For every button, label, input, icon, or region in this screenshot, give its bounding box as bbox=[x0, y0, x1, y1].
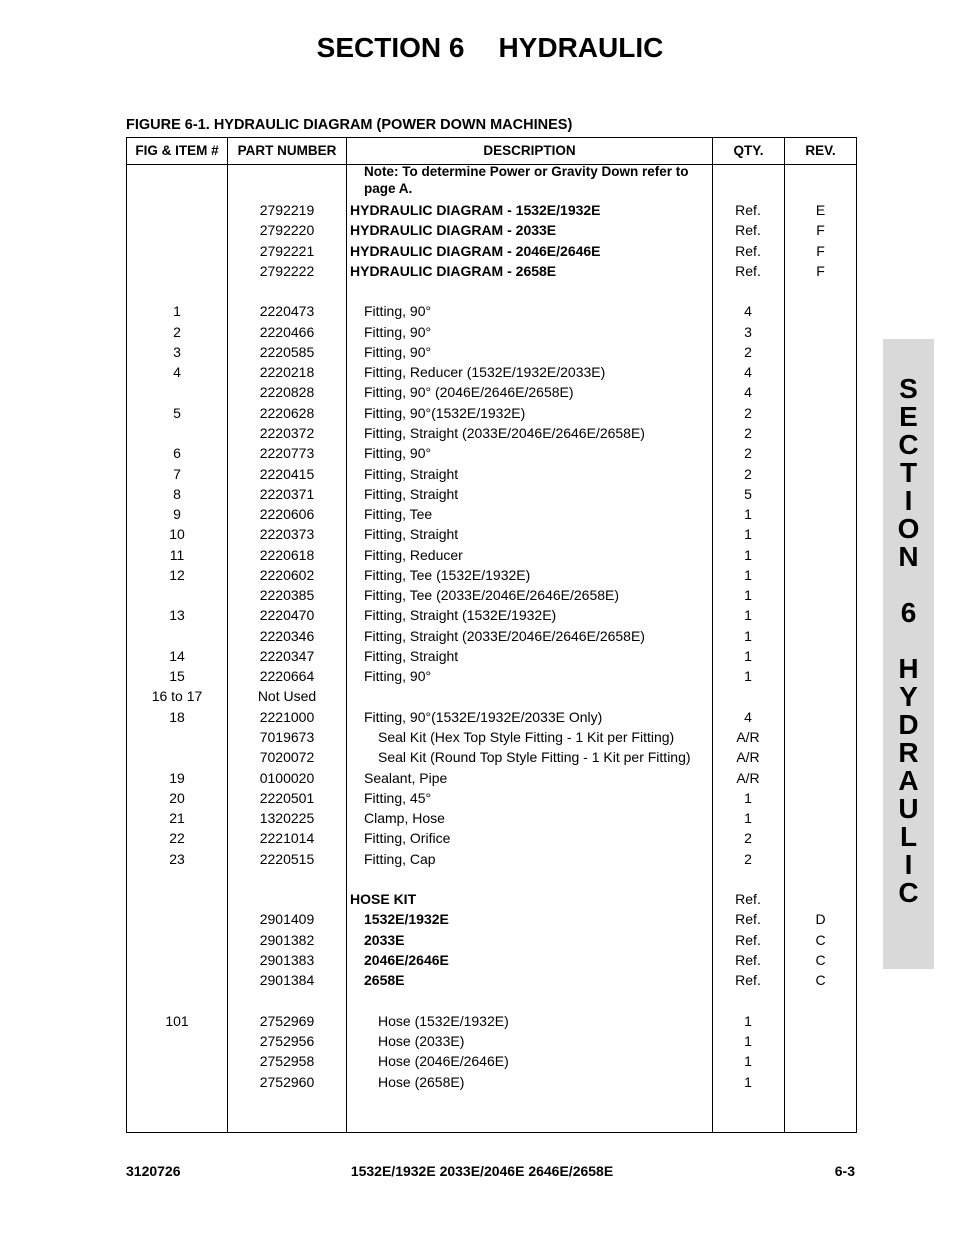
table-row bbox=[0, 930, 954, 950]
fig-item-cell: 10 bbox=[169, 526, 185, 543]
description-cell: 2658E bbox=[364, 972, 405, 989]
description-cell: Fitting, Straight bbox=[364, 485, 459, 502]
section-side-tab bbox=[883, 339, 934, 969]
fig-item-cell: 21 bbox=[169, 810, 185, 827]
description-cell: Fitting, 90°(1532E/1932E) bbox=[364, 404, 526, 421]
table-row bbox=[0, 626, 954, 646]
rev-cell: F bbox=[816, 222, 825, 239]
side-tab-letter: O bbox=[897, 513, 920, 544]
part-number-cell: 2752958 bbox=[259, 1053, 315, 1070]
qty-cell: 1 bbox=[744, 566, 752, 583]
side-tab-letters bbox=[883, 375, 934, 907]
section-title bbox=[0, 32, 954, 64]
qty-cell: Ref. bbox=[735, 222, 761, 239]
qty-cell: A/R bbox=[736, 729, 760, 746]
table-row bbox=[0, 524, 954, 544]
qty-cell: 1 bbox=[744, 506, 752, 523]
qty-cell: Ref. bbox=[735, 951, 761, 968]
qty-cell: 1 bbox=[744, 587, 752, 604]
side-tab-letter: N bbox=[898, 541, 919, 572]
part-number-cell: 2220385 bbox=[259, 587, 315, 604]
qty-cell: 3 bbox=[744, 323, 752, 340]
qty-cell: 1 bbox=[744, 647, 752, 664]
fig-item-cell: 4 bbox=[173, 364, 181, 381]
table-row bbox=[0, 261, 954, 281]
side-tab-letter: S bbox=[899, 373, 918, 404]
table-row bbox=[0, 605, 954, 625]
qty-cell: Ref. bbox=[735, 891, 761, 908]
rev-cell: D bbox=[815, 911, 826, 928]
table-row bbox=[0, 1051, 954, 1071]
table-row bbox=[0, 970, 954, 990]
description-cell: Fitting, Straight bbox=[364, 465, 459, 482]
part-number-cell: 2220602 bbox=[259, 566, 315, 583]
side-tab-letter: A bbox=[898, 765, 919, 796]
part-number-cell: 2221014 bbox=[259, 830, 315, 847]
description-cell: Fitting, 90° bbox=[364, 668, 432, 685]
side-tab-letter: I bbox=[904, 485, 913, 516]
fig-item-cell: 1 bbox=[173, 303, 181, 320]
qty-cell: Ref. bbox=[735, 972, 761, 989]
side-tab-letter: C bbox=[898, 429, 919, 460]
description-cell: Fitting, 90° bbox=[364, 343, 432, 360]
table-row bbox=[0, 443, 954, 463]
qty-cell: 1 bbox=[744, 607, 752, 624]
description-cell: HOSE KIT bbox=[350, 891, 417, 908]
table-row bbox=[0, 301, 954, 321]
table-row bbox=[0, 747, 954, 767]
table-row bbox=[0, 788, 954, 808]
qty-cell: 1 bbox=[744, 1012, 752, 1029]
table-row bbox=[0, 403, 954, 423]
rev-cell: F bbox=[816, 262, 825, 279]
fig-item-cell: 22 bbox=[169, 830, 185, 847]
fig-item-cell: 101 bbox=[165, 1012, 189, 1029]
qty-cell: 1 bbox=[744, 668, 752, 685]
qty-cell: 4 bbox=[744, 384, 752, 401]
qty-cell: Ref. bbox=[735, 911, 761, 928]
description-cell: Sealant, Pipe bbox=[364, 769, 448, 786]
rev-cell: F bbox=[816, 242, 825, 259]
table-row bbox=[0, 666, 954, 686]
description-cell: Fitting, 90° bbox=[364, 323, 432, 340]
table-row bbox=[0, 241, 954, 261]
description-cell: 2033E bbox=[364, 931, 405, 948]
header-description: DESCRIPTION bbox=[483, 143, 576, 158]
header-qty: QTY. bbox=[733, 143, 764, 158]
qty-cell: 2 bbox=[744, 465, 752, 482]
description-cell: Seal Kit (Round Top Style Fitting - 1 Kit per Fitting) bbox=[378, 749, 691, 766]
qty-cell: 2 bbox=[744, 850, 752, 867]
description-cell: 2046E/2646E bbox=[364, 951, 449, 968]
table-row bbox=[0, 281, 954, 301]
header-fig-item: FIG & ITEM # bbox=[135, 143, 219, 158]
part-number-cell: 2220606 bbox=[259, 506, 315, 523]
table-row bbox=[0, 1031, 954, 1051]
side-tab-letter: R bbox=[898, 737, 919, 768]
description-cell: Fitting, Straight (1532E/1932E) bbox=[364, 607, 557, 624]
description-cell: Fitting, Straight (2033E/2046E/2646E/2658E) bbox=[364, 424, 645, 441]
description-cell: Fitting, Reducer (1532E/1932E/2033E) bbox=[364, 364, 606, 381]
part-number-cell: 2220828 bbox=[259, 384, 315, 401]
part-number-cell: 2220773 bbox=[259, 445, 315, 462]
table-row bbox=[0, 545, 954, 565]
table-row bbox=[0, 585, 954, 605]
fig-item-cell: 15 bbox=[169, 668, 185, 685]
table-row bbox=[0, 423, 954, 443]
side-tab-letter: D bbox=[898, 709, 919, 740]
fig-item-cell: 19 bbox=[169, 769, 185, 786]
part-number-cell: 2220347 bbox=[259, 647, 315, 664]
figure-title: FIGURE 6-1. HYDRAULIC DIAGRAM (POWER DOWN MACHINES) bbox=[126, 117, 573, 133]
table-row bbox=[0, 909, 954, 929]
part-number-cell: 2220473 bbox=[259, 303, 315, 320]
fig-item-cell: 14 bbox=[169, 647, 185, 664]
fig-item-cell: 8 bbox=[173, 485, 181, 502]
side-tab-letter: 6 bbox=[900, 597, 917, 628]
fig-item-cell: 20 bbox=[169, 789, 185, 806]
fig-item-cell: 5 bbox=[173, 404, 181, 421]
qty-cell: 4 bbox=[744, 708, 752, 725]
rev-cell: E bbox=[815, 202, 826, 218]
part-number-cell: 2752969 bbox=[259, 1012, 315, 1029]
table-row bbox=[0, 322, 954, 342]
part-number-cell: 2220218 bbox=[259, 364, 315, 381]
part-number-cell: 7019673 bbox=[259, 729, 315, 746]
side-tab-letter: U bbox=[898, 793, 919, 824]
qty-cell: 1 bbox=[744, 1033, 752, 1050]
qty-cell: 2 bbox=[744, 830, 752, 847]
part-number-cell: 2220466 bbox=[259, 323, 315, 340]
part-number-cell: 2220373 bbox=[259, 526, 315, 543]
description-cell: Fitting, 90° (2046E/2646E/2658E) bbox=[364, 384, 574, 401]
part-number-cell: 2792219 bbox=[259, 202, 315, 218]
table-row bbox=[0, 464, 954, 484]
part-number-cell: 0100020 bbox=[259, 769, 315, 786]
part-number-cell: 2220470 bbox=[259, 607, 315, 624]
description-cell: Fitting, Tee bbox=[364, 506, 433, 523]
fig-item-cell: 9 bbox=[173, 506, 181, 523]
part-number-cell: 2220501 bbox=[259, 789, 315, 806]
table-row bbox=[0, 889, 954, 909]
rev-cell: C bbox=[815, 972, 826, 989]
qty-cell: Ref. bbox=[735, 242, 761, 259]
qty-cell: 1 bbox=[744, 546, 752, 563]
side-tab-letter: Y bbox=[899, 681, 918, 712]
part-number-cell: 2221000 bbox=[259, 708, 315, 725]
fig-item-cell: 16 to 17 bbox=[151, 688, 203, 705]
table-row bbox=[0, 849, 954, 869]
part-number-cell: 7020072 bbox=[259, 749, 315, 766]
part-number-cell: 1320225 bbox=[259, 810, 315, 827]
part-number-cell: 2220585 bbox=[259, 343, 315, 360]
fig-item-cell: 2 bbox=[173, 323, 181, 340]
section-title-number: SECTION 6 bbox=[316, 32, 465, 63]
table-row bbox=[0, 1072, 954, 1092]
qty-cell: 1 bbox=[744, 627, 752, 644]
description-cell: Fitting, 90°(1532E/1932E/2033E Only) bbox=[364, 708, 603, 725]
table-note: Note: To determine Power or Gravity Down refer to page A. bbox=[364, 164, 689, 196]
fig-item-cell: 7 bbox=[173, 465, 181, 482]
fig-item-cell: 6 bbox=[173, 445, 181, 462]
description-cell: Fitting, Cap bbox=[364, 850, 436, 867]
qty-cell: 5 bbox=[744, 485, 752, 502]
qty-cell: Ref. bbox=[735, 202, 761, 218]
qty-cell: 2 bbox=[744, 404, 752, 421]
rev-cell: C bbox=[815, 951, 826, 968]
part-number-cell: 2792220 bbox=[259, 222, 315, 239]
table-row bbox=[0, 727, 954, 747]
rev-cell: C bbox=[815, 931, 826, 948]
qty-cell: 1 bbox=[744, 789, 752, 806]
description-cell: Fitting, Straight bbox=[364, 647, 459, 664]
table-row bbox=[0, 504, 954, 524]
description-cell: Hose (2658E) bbox=[378, 1073, 465, 1090]
part-number-cell: 2901383 bbox=[259, 951, 315, 968]
description-cell: Hose (1532E/1932E) bbox=[378, 1012, 509, 1029]
description-cell: Hose (2033E) bbox=[378, 1033, 465, 1050]
qty-cell: A/R bbox=[736, 749, 760, 766]
table-row bbox=[0, 342, 954, 362]
description-cell: Fitting, Tee (2033E/2046E/2646E/2658E) bbox=[364, 587, 620, 604]
footer-models: 1532E/1932E 2033E/2046E 2646E/2658E bbox=[350, 1163, 614, 1179]
description-cell: Fitting, Orifice bbox=[364, 830, 451, 847]
side-tab-letter: L bbox=[899, 821, 918, 852]
description-cell: Hose (2046E/2646E) bbox=[378, 1053, 509, 1070]
qty-cell: 1 bbox=[744, 1053, 752, 1070]
part-number-cell: 2220371 bbox=[259, 485, 315, 502]
part-number-cell: 2901409 bbox=[259, 911, 315, 928]
qty-cell: 1 bbox=[744, 526, 752, 543]
qty-cell: A/R bbox=[736, 769, 760, 786]
table-row bbox=[0, 362, 954, 382]
qty-cell: 2 bbox=[744, 424, 752, 441]
description-cell: HYDRAULIC DIAGRAM - 1532E/1932E bbox=[350, 202, 601, 218]
qty-cell: 4 bbox=[744, 303, 752, 320]
side-tab-letter: T bbox=[899, 457, 918, 488]
part-number-cell: 2901384 bbox=[259, 972, 315, 989]
part-number-cell: 2752960 bbox=[259, 1073, 315, 1090]
side-tab-letter bbox=[883, 627, 934, 655]
side-tab-letter: H bbox=[898, 653, 919, 684]
part-number-cell: 2220415 bbox=[259, 465, 315, 482]
table-row bbox=[0, 991, 954, 1011]
footer-doc-number: 3120726 bbox=[126, 1163, 181, 1179]
description-cell: Fitting, 45° bbox=[364, 789, 432, 806]
description-cell: Fitting, Tee (1532E/1932E) bbox=[364, 566, 531, 583]
side-tab-letter bbox=[883, 571, 934, 599]
table-row bbox=[0, 686, 954, 706]
description-cell: Fitting, 90° bbox=[364, 303, 432, 320]
side-tab-letter: I bbox=[904, 849, 913, 880]
fig-item-cell: 13 bbox=[169, 607, 185, 624]
qty-cell: 4 bbox=[744, 364, 752, 381]
footer-page-number: 6-3 bbox=[834, 1163, 855, 1179]
qty-cell: 2 bbox=[744, 445, 752, 462]
table-row bbox=[0, 220, 954, 240]
part-number-cell: 2792221 bbox=[259, 242, 315, 259]
description-cell: HYDRAULIC DIAGRAM - 2658E bbox=[350, 262, 557, 279]
part-number-cell: 2792222 bbox=[259, 262, 315, 279]
table-row bbox=[0, 565, 954, 585]
table-row bbox=[0, 828, 954, 848]
side-tab-letter: E bbox=[899, 401, 918, 432]
qty-cell: 2 bbox=[744, 343, 752, 360]
table-row bbox=[0, 382, 954, 402]
table-row bbox=[0, 950, 954, 970]
part-number-cell: 2220372 bbox=[259, 424, 315, 441]
part-number-cell: Not Used bbox=[257, 688, 317, 705]
part-number-cell: 2901382 bbox=[259, 931, 315, 948]
side-tab-letter: C bbox=[898, 877, 919, 908]
table-row bbox=[0, 707, 954, 727]
section-title-name: HYDRAULIC bbox=[498, 32, 664, 63]
part-number-cell: 2220628 bbox=[259, 404, 315, 421]
table-row bbox=[0, 808, 954, 828]
table-row bbox=[0, 869, 954, 889]
part-number-cell: 2220346 bbox=[259, 627, 315, 644]
description-cell: HYDRAULIC DIAGRAM - 2033E bbox=[350, 222, 557, 239]
fig-item-cell: 12 bbox=[169, 566, 185, 583]
fig-item-cell: 11 bbox=[169, 546, 185, 563]
qty-cell: 1 bbox=[744, 1073, 752, 1090]
fig-item-cell: 3 bbox=[173, 343, 181, 360]
qty-cell: Ref. bbox=[735, 931, 761, 948]
header-part-number: PART NUMBER bbox=[237, 143, 337, 158]
description-cell: Fitting, Straight bbox=[364, 526, 459, 543]
fig-item-cell: 23 bbox=[169, 850, 185, 867]
description-cell: Fitting, Straight (2033E/2046E/2646E/2658E) bbox=[364, 627, 645, 644]
part-number-cell: 2752956 bbox=[259, 1033, 315, 1050]
description-cell: HYDRAULIC DIAGRAM - 2046E/2646E bbox=[350, 242, 601, 259]
qty-cell: 1 bbox=[744, 810, 752, 827]
part-number-cell: 2220618 bbox=[259, 546, 315, 563]
fig-item-cell: 18 bbox=[169, 708, 185, 725]
description-cell: Fitting, Reducer bbox=[364, 546, 463, 563]
description-cell: Seal Kit (Hex Top Style Fitting - 1 Kit per Fitting) bbox=[378, 729, 675, 746]
table-row bbox=[0, 768, 954, 788]
description-cell: Fitting, 90° bbox=[364, 445, 432, 462]
qty-cell: Ref. bbox=[735, 262, 761, 279]
table-row bbox=[0, 200, 954, 220]
header-rev: REV. bbox=[805, 143, 836, 158]
table-row bbox=[0, 646, 954, 666]
table-row bbox=[0, 1011, 954, 1031]
part-number-cell: 2220664 bbox=[259, 668, 315, 685]
table-row bbox=[0, 484, 954, 504]
part-number-cell: 2220515 bbox=[259, 850, 315, 867]
description-cell: Clamp, Hose bbox=[364, 810, 445, 827]
description-cell: 1532E/1932E bbox=[364, 911, 449, 928]
